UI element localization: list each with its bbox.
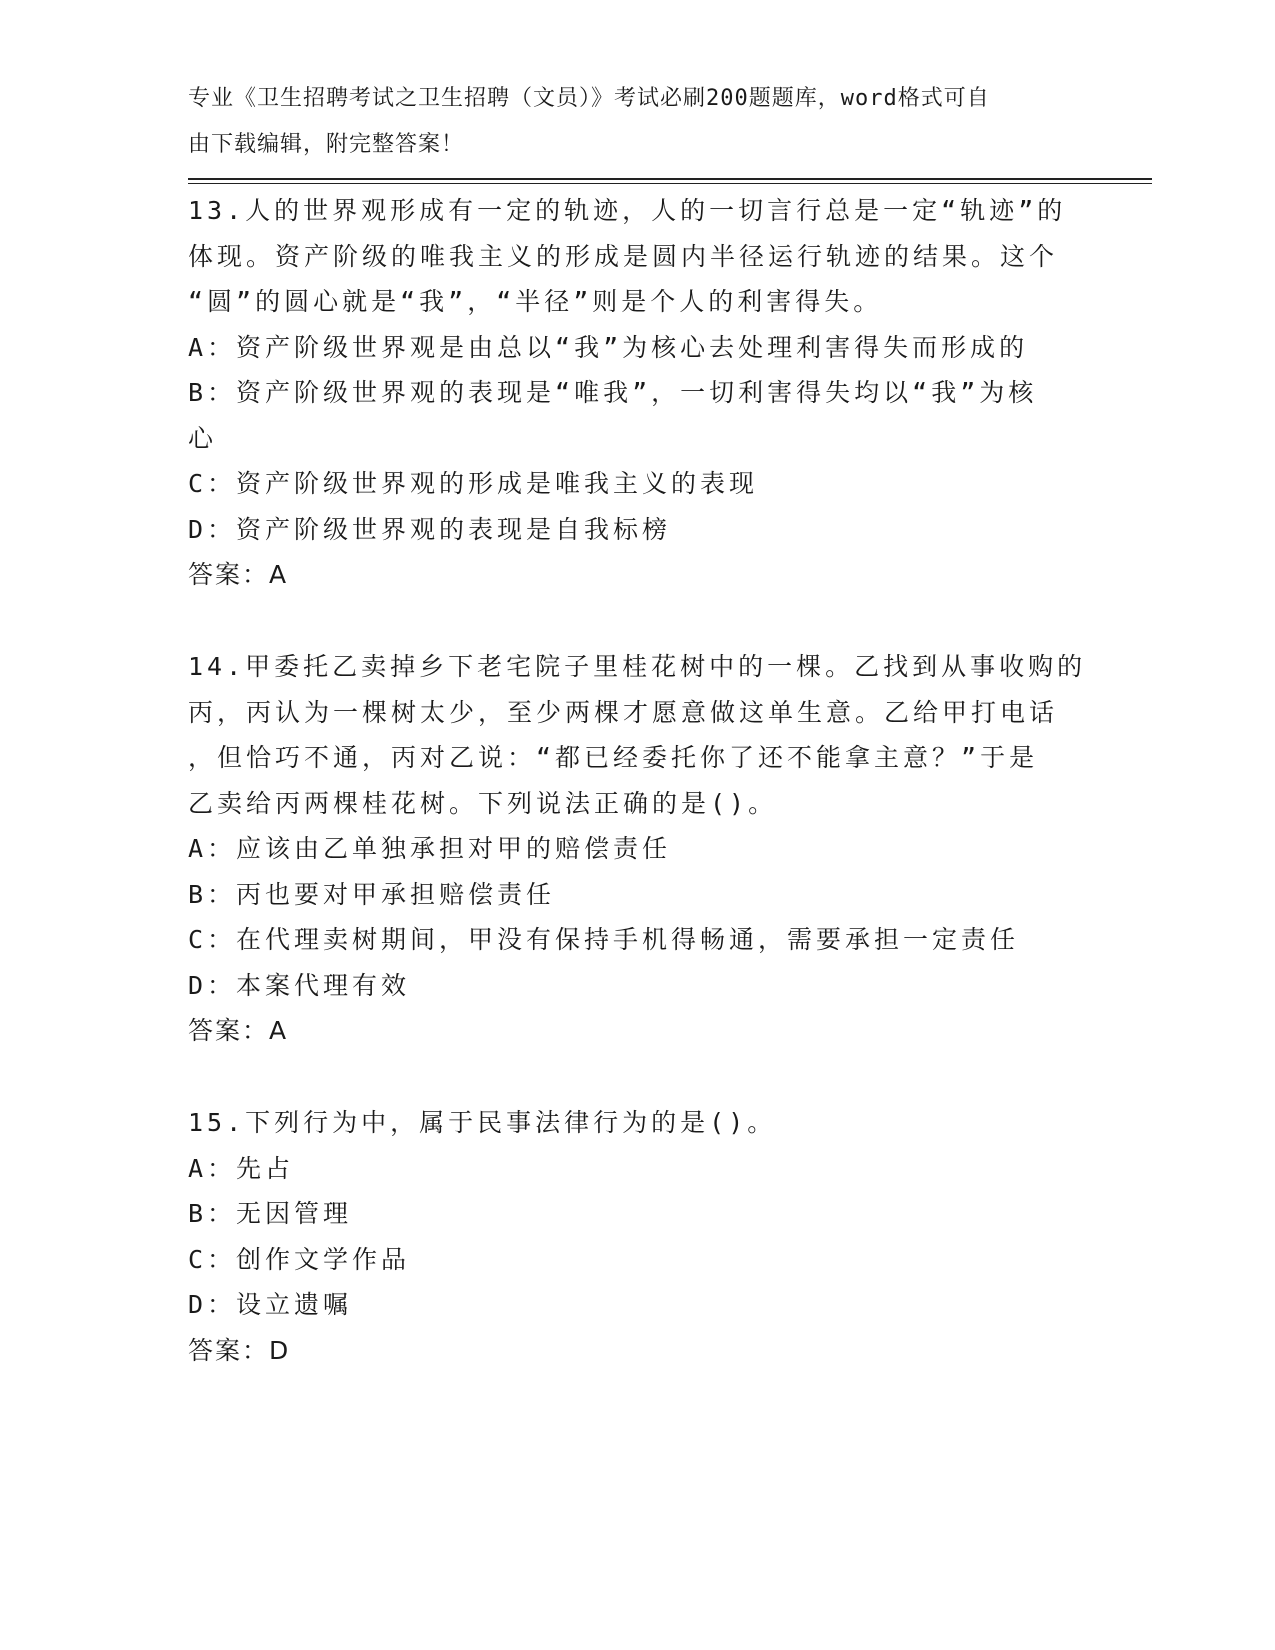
header-line-2: 由下载编辑，附完整答案！ [188, 131, 465, 157]
question-stem-line: 15.下列行为中，属于民事法律行为的是()。 [188, 1108, 777, 1137]
option-a: A：资产阶级世界观是由总以“我”为核心去处理利害得失而形成的 [188, 332, 1029, 362]
option-c: C：创作文学作品 [188, 1244, 411, 1274]
option-d: D：资产阶级世界观的表现是自我标榜 [188, 514, 672, 544]
header-divider-thick [188, 178, 1152, 180]
question-14 [188, 644, 1088, 1054]
answer-label: 答案：A [188, 1016, 289, 1045]
option-a: A：应该由乙单独承担对甲的赔偿责任 [188, 834, 672, 863]
header-line-1: 专业《卫生招聘考试之卫生招聘（文员）》考试必刷200题题库，word格式可自 [188, 86, 990, 111]
option-b: B：丙也要对甲承担赔偿责任 [188, 879, 556, 909]
option-b-continued: 心 [188, 423, 218, 453]
question-stem-line: ，但恰巧不通，丙对乙说：“都已经委托你了还不能拿主意？”于是 [188, 743, 1039, 772]
option-d: D：本案代理有效 [188, 970, 411, 1000]
question-stem-line: 14.甲委托乙卖掉乡下老宅院子里桂花树中的一棵。乙找到从事收购的 [188, 652, 1087, 681]
answer-label: 答案：D [188, 1335, 291, 1365]
answer-label: 答案：A [188, 560, 289, 589]
question-15 [188, 1100, 1088, 1373]
question-stem-line: 13.人的世界观形成有一定的轨迹，人的一切言行总是一定“轨迹”的 [188, 196, 1067, 225]
question-13 [188, 188, 1088, 598]
document-header [188, 76, 1068, 167]
option-c: C：资产阶级世界观的形成是唯我主义的表现 [188, 469, 759, 498]
header-divider-thin [188, 183, 1152, 184]
option-b: B：资产阶级世界观的表现是“唯我”，一切利害得失均以“我”为核 [188, 378, 1038, 407]
option-c: C：在代理卖树期间，甲没有保持手机得畅通，需要承担一定责任 [188, 925, 1020, 954]
option-d: D：设立遗嘱 [188, 1290, 353, 1319]
question-stem-line: 乙卖给丙两棵桂花树。下列说法正确的是()。 [188, 788, 778, 818]
question-stem-line: “圆”的圆心就是“我”，“半径”则是个人的利害得失。 [188, 287, 883, 316]
question-stem-line: 丙，丙认为一棵树太少，至少两棵才愿意做这单生意。乙给甲打电话 [188, 697, 1059, 727]
question-stem-line: 体现。资产阶级的唯我主义的形成是圆内半径运行轨迹的结果。这个 [188, 241, 1059, 271]
option-b: B：无因管理 [188, 1199, 353, 1228]
option-a: A：先占 [188, 1153, 295, 1183]
